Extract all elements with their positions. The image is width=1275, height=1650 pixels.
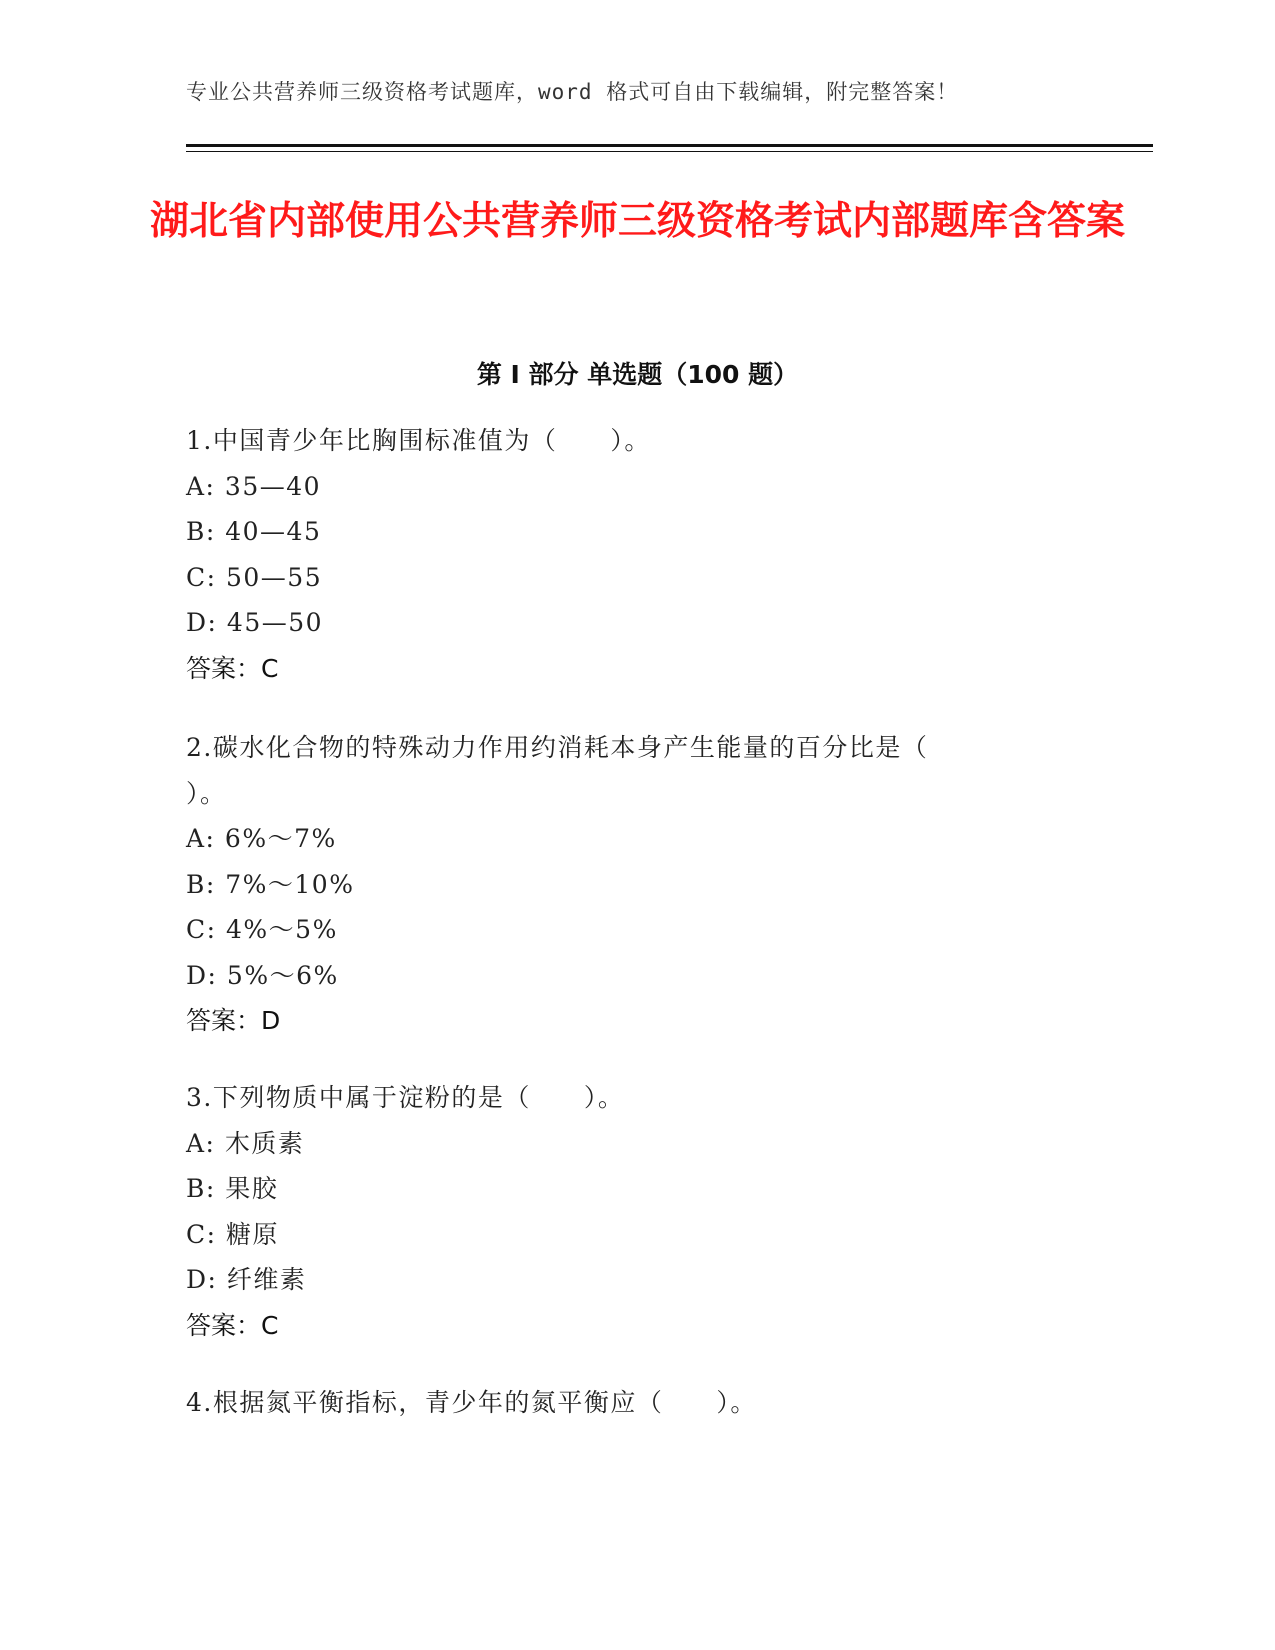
answer-line: 答案：C bbox=[186, 653, 279, 683]
question-stem: 3.下列物质中属于淀粉的是（ ）。 bbox=[186, 1083, 625, 1112]
answer-line: 答案：D bbox=[186, 1006, 281, 1035]
question-stem: 4.根据氮平衡指标，青少年的氮平衡应（ ）。 bbox=[186, 1388, 757, 1417]
header-divider-thin bbox=[186, 151, 1153, 152]
question-4 bbox=[186, 1380, 1006, 1426]
option-c: C: 50—55 bbox=[186, 562, 323, 592]
question-1 bbox=[186, 418, 1006, 691]
option-c: C: 4%～5% bbox=[186, 915, 338, 944]
question-stem: 2.碳水化合物的特殊动力作用约消耗本身产生能量的百分比是（ ）。 bbox=[186, 733, 982, 808]
option-d: D: 45—50 bbox=[186, 608, 324, 637]
option-a: A: 35—40 bbox=[186, 471, 322, 501]
document-title: 湖北省内部使用公共营养师三级资格考试内部题库含答案 bbox=[150, 199, 1126, 244]
option-d: D: 纤维素 bbox=[186, 1265, 307, 1294]
answer-line: 答案：C bbox=[186, 1310, 279, 1340]
option-a: A: 6%～7% bbox=[186, 824, 337, 853]
section-heading: 第 I 部分 单选题（100 题） bbox=[476, 360, 799, 389]
option-c: C: 糖原 bbox=[186, 1219, 279, 1249]
header-note: 专业公共营养师三级资格考试题库，word 格式可自由下载编辑，附完整答案！ bbox=[186, 80, 959, 104]
header-divider bbox=[186, 144, 1153, 147]
question-2 bbox=[186, 725, 1006, 1044]
option-b: B: 7%～10% bbox=[186, 869, 355, 899]
option-b: B: 果胶 bbox=[186, 1174, 279, 1203]
option-b: B: 40—45 bbox=[186, 517, 322, 546]
question-3 bbox=[186, 1075, 1006, 1348]
option-d: D: 5%～6% bbox=[186, 960, 339, 990]
question-stem: 1.中国青少年比胸围标准值为（ ）。 bbox=[186, 426, 651, 455]
option-a: A: 木质素 bbox=[186, 1128, 305, 1158]
